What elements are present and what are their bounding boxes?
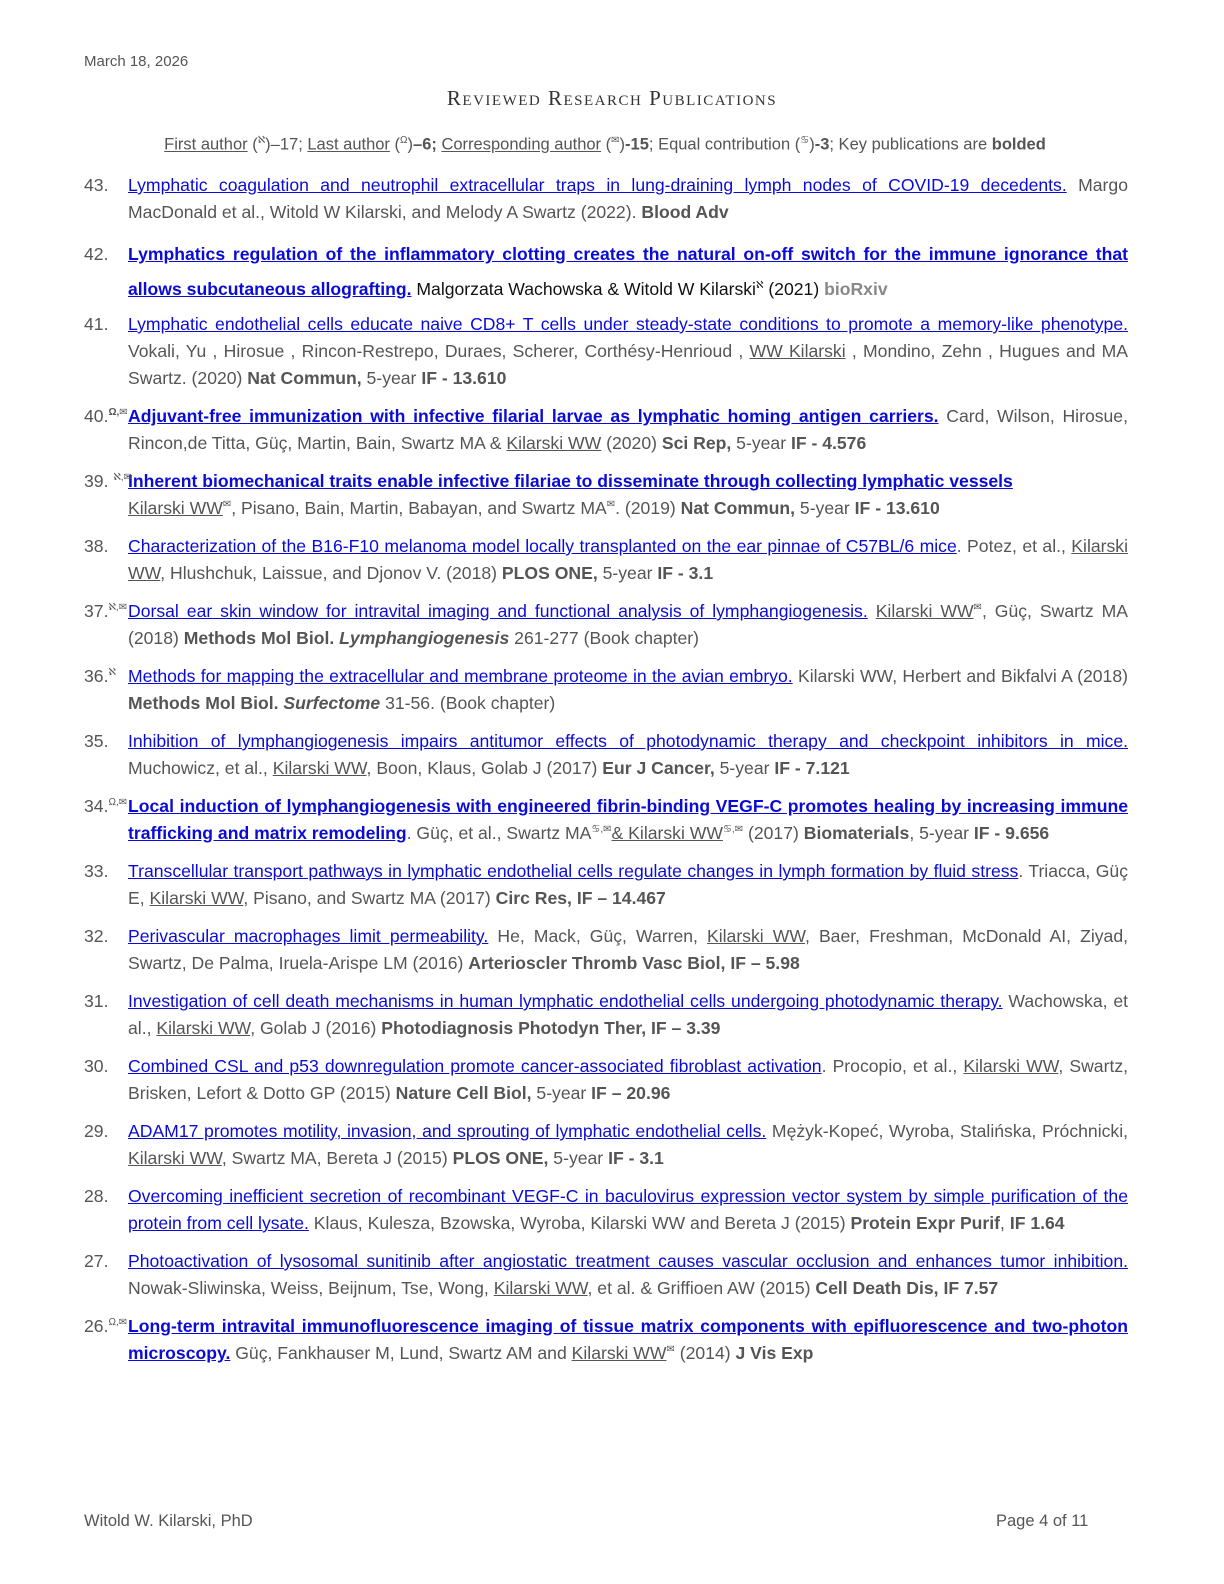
journal: Arterioscler Thromb Vasc Biol, [468,953,726,973]
first-author-icon: ℵ [257,135,266,146]
publication-number: 31. [84,991,109,1011]
journal: Sci Rep, [661,433,732,453]
publication-number: 36.$^ℵ$ [84,666,116,686]
impact-factor: IF – 20.96 [591,1083,671,1103]
publication-number: 40.$^{\Omega,✉}$ [84,406,128,426]
page-number: Page 4 of 11 [996,1512,1089,1530]
envelope-icon: ✉ [606,499,616,511]
publication-number: 32. [84,926,109,946]
self-author: Kilarski WW [128,498,223,518]
journal: Methods Mol Biol. [128,693,279,713]
equal-contribution-icon: ♋,✉ [722,824,744,836]
envelope-icon: ✉ [666,1344,675,1356]
publication-title-link[interactable]: Transcellular transport pathways in lymphatic endothelial cells regulate changes in lymph formation by fluid stress [128,861,1019,881]
publication-number: 27. [84,1251,109,1271]
author-legend: First author ($^ℵ$)–17; Last author ($^\Omega$)–6; Corresponding author (✉)-15; Equal contribution (♋)-3; Key publications are bolded [164,135,1046,154]
publication-item: 28. Overcoming inefficient secretion of recombinant VEGF-C in baculovirus expression vector system by simple purification of the protein from cell lysate. Klaus, Kulesza, Bzowska, Wyroba, Kilarski WW and Bereta J (2015) Protein Expr Purif, IF 1.64 [84,1183,1128,1237]
journal: Nat Commun, [680,498,796,518]
publication-number: 28. [84,1186,109,1206]
publication-number: 39. $^{ℵ,✉}$ [84,471,132,491]
equal-contribution-icon: ♋ [800,135,810,146]
publication-item: 35. Inhibition of lymphangiogenesis impairs antitumor effects of photodynamic therapy and checkpoint inhibitors in mice. Muchowicz, et al., Kilarski WW, Boon, Klaus, Golab J (2017) Eur J Cancer, 5-year IF - 7.121 [84,728,1128,782]
first-corresponding-icon: ℵ,✉ [108,602,128,614]
publication-title-link[interactable]: Lymphatics regulation of the inflammatory clotting creates the natural on-off switch for the immune ignorance that allows subcutaneous allografting. [128,244,1128,299]
journal: PLOS ONE, [452,1148,549,1168]
journal: bioRxiv [824,279,888,299]
impact-factor: IF - 4.576 [790,433,867,453]
self-author: & Kilarski WW [611,823,723,843]
impact-factor: IF – 3.39 [651,1018,721,1038]
self-author: Kilarski WW [493,1278,588,1298]
publication-title-link[interactable]: Lymphatic endothelial cells educate naive CD8+ T cells under steady-state conditions to promote a memory-like phenotype. [128,314,1128,334]
publication-title-link[interactable]: Inhibition of lymphangiogenesis impairs antitumor effects of photodynamic therapy and checkpoint inhibitors in mice. [128,731,1128,751]
publication-title-link[interactable]: Dorsal ear skin window for intravital imaging and functional analysis of lymphangiogenesis. [128,601,868,621]
last-corresponding-icon: Ω,✉ [108,797,128,809]
publication-number: 41. [84,314,109,334]
legend-first-author: First author [164,135,248,154]
publication-title-link[interactable]: Long-term intravital immunofluorescence imaging of tissue matrix components with epifluorescence and two-photon microscopy. [128,1316,1128,1363]
publication-item: 29. ADAM17 promotes motility, invasion, and sprouting of lymphatic endothelial cells. Mężyk-Kopeć, Wyroba, Stalińska, Próchnicki, Kilarski WW, Swartz MA, Bereta J (2015) PLOS ONE, 5-year IF - 3.1 [84,1118,1128,1172]
publication-title-link[interactable]: Local induction of lymphangiogenesis with engineered fibrin-binding VEGF-C promotes healing by increasing immune trafficking and matrix remodeling [128,796,1128,843]
journal: Nat Commun, [247,368,362,388]
legend-last-author: Last author [307,135,390,154]
impact-factor: IF – 14.467 [576,888,666,908]
document-date: March 18, 2026 [84,53,189,70]
journal: Blood Adv [641,202,729,222]
publication-item: 36.$^ℵ$ Methods for mapping the extracellular and membrane proteome in the avian embryo. Kilarski WW, Herbert and Bikfalvi A (2018) Methods Mol Biol. Surfectome 31-56. (Book chapter) [84,663,1128,717]
publication-number: 38. [84,536,109,556]
journal: J Vis Exp [735,1343,814,1363]
publication-title-link[interactable]: Methods for mapping the extracellular and membrane proteome in the avian embryo. [128,666,793,686]
journal: Cell Death Dis, IF 7.57 [815,1278,999,1298]
journal: Methods Mol Biol. [183,628,335,648]
publication-item: 43. Lymphatic coagulation and neutrophil extracellular traps in lung-draining lymph nodes of COVID-19 decedents. Margo MacDonald et al., Witold W Kilarski, and Melody A Swartz (2022). Blood Adv [84,172,1128,226]
page-title: Reviewed Research Publications [446,86,778,110]
first-corresponding-icon: ℵ,✉ [113,472,132,484]
impact-factor: IF - 3.1 [608,1148,664,1168]
first-author-icon: ℵ [108,667,116,679]
envelope-icon: ✉ [973,602,982,614]
publication-number: 42. [84,244,109,264]
self-author: Kilarski WW [272,758,367,778]
self-author: Kilarski WW [706,926,805,946]
publication-title-link[interactable]: Photoactivation of lysosomal sunitinib after angiostatic treatment causes vascular occlusion and enhances tumor inhibition. [128,1251,1128,1271]
publication-item: 33. Transcellular transport pathways in lymphatic endothelial cells regulate changes in lymph formation by fluid stress. Triacca, Güç E, Kilarski WW, Pisano, and Swartz MA (2017) Circ Res, IF – 14.467 [84,858,1128,912]
journal: Photodiagnosis Photodyn Ther, [381,1018,647,1038]
publication-title-link[interactable]: Adjuvant-free immunization with infective filarial larvae as lymphatic homing antigen carriers. [128,406,939,426]
last-author-icon: Ω [400,135,408,146]
self-author: Kilarski WW [149,888,244,908]
publication-item: 37.$^{ℵ,✉}$ Dorsal ear skin window for intravital imaging and functional analysis of lymphangiogenesis. Kilarski WW✉, Güç, Swartz MA (2018) Methods Mol Biol. Lymphangiogenesis 261-277 (Book chapter) [84,598,1128,652]
equal-contribution-icon: ♋,✉ [591,824,612,836]
publication-item: 32. Perivascular macrophages limit permeability. He, Mack, Güç, Warren, Kilarski WW, Baer, Freshman, McDonald AI, Ziyad, Swartz, De Palma, Iruela-Arispe LM (2016) Arterioscler Thromb Vasc Biol, IF – 5.98 [84,923,1128,977]
impact-factor: IF – 5.98 [730,953,800,973]
publication-title-link[interactable]: Inherent biomechanical traits enable infective filariae to disseminate through collecting lymphatic vessels [128,471,1013,491]
self-author: Kilarski WW [506,433,602,453]
journal: Nature Cell Biol, [395,1083,532,1103]
self-author: Kilarski WW [156,1018,251,1038]
publication-title-link[interactable]: Perivascular macrophages limit permeability. [128,926,489,946]
publication-item: 41. Lymphatic endothelial cells educate naive CD8+ T cells under steady-state conditions to promote a memory-like phenotype. Vokali, Yu , Hirosue , Rincon-Restrepo, Duraes, Scherer, Corthésy-Henrioud , WW Kilarski , Mondino, Zehn , Hugues and MA Swartz. (2020) Nat Commun, 5-year IF - 13.610 [84,311,1128,392]
publication-list [84,172,1128,1378]
journal: Protein Expr Purif [850,1213,1001,1233]
publication-item: 27. Photoactivation of lysosomal sunitinib after angiostatic treatment causes vascular occlusion and enhances tumor inhibition. Nowak-Sliwinska, Weiss, Beijnum, Tse, Wong, Kilarski WW, et al. & Griffioen AW (2015) Cell Death Dis, IF 7.57 [84,1248,1128,1302]
publication-number: 26.$^{\Omega,✉}$ [84,1316,128,1336]
publication-title-link[interactable]: Characterization of the B16-F10 melanoma model locally transplanted on the ear pinnae of C57BL/6 mice [128,536,957,556]
journal: PLOS ONE, [501,563,598,583]
publication-item: 40.$^{\Omega,✉}$ Adjuvant-free immunization with infective filarial larvae as lymphatic homing antigen carriers. Card, Wilson, Hirosue, Rincon,de Titta, Güç, Martin, Bain, Swartz MA & Kilarski WW (2020) Sci Rep, 5-year IF - 4.576 [84,403,1128,457]
journal: Eur J Cancer, [602,758,715,778]
publication-title-link[interactable]: Overcoming inefficient secretion of recombinant VEGF-C in baculovirus expression vector system by simple purification of the protein from cell lysate. [128,1186,1128,1233]
self-author: WW Kilarski [749,341,846,361]
publication-title-link[interactable]: Lymphatic coagulation and neutrophil extracellular traps in lung-draining lymph nodes of COVID-19 decedents. [128,175,1067,195]
publication-title-link[interactable]: Combined CSL and p53 downregulation promote cancer-associated fibroblast activation [128,1056,822,1076]
impact-factor: IF 1.64 [1009,1213,1065,1233]
publication-item: 34.$^{\Omega,✉}$ Local induction of lymphangiogenesis with engineered fibrin-binding VEGF-C promotes healing by increasing immune trafficking and matrix remodeling. Güç, et al., Swartz MA♋,✉& Kilarski WW♋,✉ (2017) Biomaterials, 5-year IF - 9.656 [84,793,1128,847]
publication-item: 30. Combined CSL and p53 downregulation promote cancer-associated fibroblast activation. Procopio, et al., Kilarski WW, Swartz, Brisken, Lefort & Dotto GP (2015) Nature Cell Biol, 5-year IF – 20.96 [84,1053,1128,1107]
publication-item: 39. $^{ℵ,✉}$ Inherent biomechanical traits enable infective filariae to disseminate through collecting lymphatic vessels Kilarski WW✉, Pisano, Bain, Martin, Babayan, and Swartz MA✉. (2019) Nat Commun, 5-year IF - 13.610 [84,468,1128,522]
publication-title-link[interactable]: ADAM17 promotes motility, invasion, and sprouting of lymphatic endothelial cells. [128,1121,767,1141]
publication-title-link[interactable]: Investigation of cell death mechanisms in human lymphatic endothelial cells undergoing photodynamic therapy. [128,991,1003,1011]
publication-number: 35. [84,731,109,751]
envelope-icon: ✉ [222,499,232,511]
first-author-icon: ℵ [755,280,764,292]
self-author: Kilarski WW [128,536,1128,583]
book-title: Lymphangiogenesis [339,628,510,648]
self-author: Kilarski WW [963,1056,1059,1076]
impact-factor: IF - 9.656 [973,823,1050,843]
publication-item: 31. Investigation of cell death mechanisms in human lymphatic endothelial cells undergoing photodynamic therapy. Wachowska, et al., Kilarski WW, Golab J (2016) Photodiagnosis Photodyn Ther, IF – 3.39 [84,988,1128,1042]
publication-number: 43. [84,175,109,195]
self-author: Kilarski WW [875,601,974,621]
publication-number: 30. [84,1056,109,1076]
publication-item: 38. Characterization of the B16-F10 melanoma model locally transplanted on the ear pinnae of C57BL/6 mice. Potez, et al., Kilarski WW, Hlushchuk, Laissue, and Djonov V. (2018) PLOS ONE, 5-year IF - 3.1 [84,533,1128,587]
last-corresponding-icon: Ω,✉ [108,407,128,419]
publication-number: 37.$^{ℵ,✉}$ [84,601,128,621]
journal: Biomaterials [803,823,910,843]
legend-corresponding-author: Corresponding author [441,135,602,154]
last-corresponding-icon: Ω,✉ [108,1317,128,1329]
publication-item: 26.$^{\Omega,✉}$ Long-term intravital immunofluorescence imaging of tissue matrix components with epifluorescence and two-photon microscopy. Güç, Fankhauser M, Lund, Swartz AM and Kilarski WW✉ (2014) J Vis Exp [84,1313,1128,1367]
publication-number: 33. [84,861,109,881]
footer-author: Witold W. Kilarski, PhD [84,1512,253,1530]
impact-factor: IF - 3.1 [657,563,714,583]
journal: Circ Res, [495,888,572,908]
self-author: Kilarski WW [128,1148,222,1168]
publication-number: 29. [84,1121,109,1141]
publication-number: 34.$^{\Omega,✉}$ [84,796,128,816]
impact-factor: IF - 13.610 [421,368,507,388]
book-title: Surfectome [283,693,381,713]
publication-item: 42. Lymphatics regulation of the inflammatory clotting creates the natural on-off switch for the immune ignorance that allows subcutaneous allografting. Malgorzata Wachowska & Witold W Kilarski$^ℵ$ (2021) bioRxiv [84,237,1128,307]
impact-factor: IF - 7.121 [774,758,850,778]
envelope-icon: ✉ [611,135,620,146]
self-author: Kilarski WW [571,1343,667,1363]
impact-factor: IF - 13.610 [854,498,940,518]
